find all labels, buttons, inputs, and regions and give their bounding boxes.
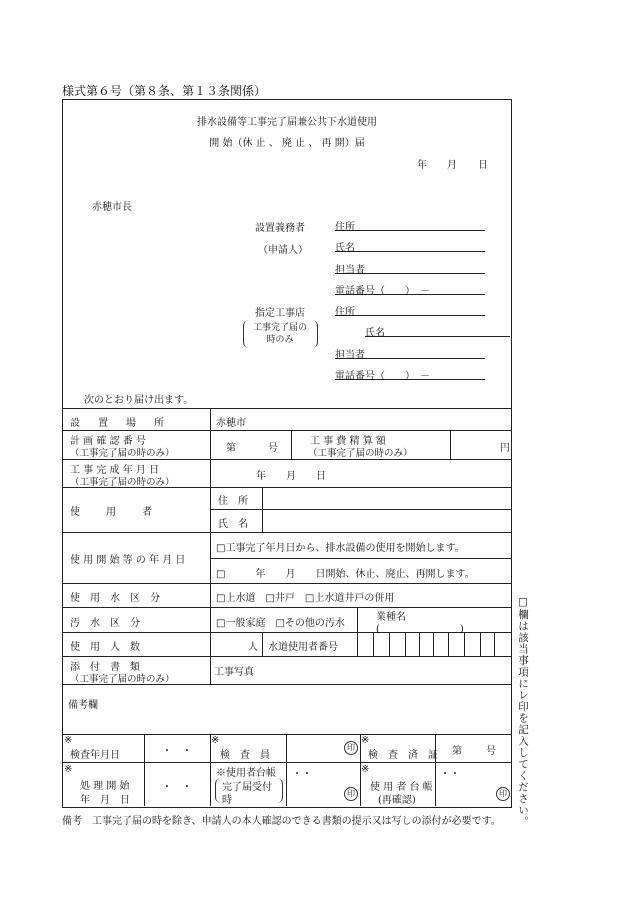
water-user-no-label: 水道使用者番号 (268, 642, 338, 653)
date-month: 月 (447, 160, 457, 171)
ledger-recheck-label: 使 用 者 台 帳 (370, 782, 433, 793)
attach-label: 添 付 書 類 (70, 662, 140, 673)
form-number: 様式第６号（第８条、第１３条関係） (62, 84, 267, 98)
date-day: 日 (478, 160, 488, 171)
applicant-label: 設置義務者 (255, 223, 305, 234)
office-mark: ※ (64, 764, 73, 775)
office-mark: ※ (211, 735, 220, 746)
water-label: 使 用 水 区 分 (70, 593, 160, 604)
seal-inspector: 印 (344, 741, 358, 755)
ledger-label: ※使用者台帳 (216, 768, 276, 779)
cost-sub: （工事完了届の時のみ） (308, 448, 413, 459)
form-title-1: 排水設備等工事完了届兼公共下水道使用 (197, 117, 377, 128)
attach-sub: （工事完了届の時のみ） (70, 674, 175, 685)
inspected-dai: 第 (452, 746, 462, 757)
complete-label: 工 事 完 成 年 月 日 (70, 465, 160, 476)
addressee: 赤穂市長 (92, 202, 132, 213)
people-label: 使 用 人 数 (70, 642, 140, 653)
complete-value: 年 月 日 (256, 471, 326, 482)
sewage-label: 汚 水 区 分 (70, 618, 140, 629)
intro-text: 次のとおり届け出ます。 (84, 395, 194, 406)
location-label: 設 置 場 所 (70, 418, 168, 429)
footer-note: 備考 工事完了届の時を除き、申請人の本人確認のできる書類の提示又は写しの添付が必要です。 (62, 816, 501, 827)
inspected-label: 検 査 済 証 (368, 750, 438, 761)
date-year: 年 (417, 160, 427, 171)
water-options[interactable]: □上水道 □井戸 □上水道井戸の併用 (216, 593, 395, 604)
contractor-note: 工事完了届の時のみ (252, 323, 307, 345)
ledger-recheck-dots: ・・ (440, 769, 460, 780)
inspect-date-dots: ・ ・ (162, 746, 192, 757)
applicant-phone: 電話番号（ ） － (335, 286, 430, 297)
inspected-go: 号 (486, 746, 496, 757)
industry-label: 業種名 (376, 612, 406, 623)
ledger-recheck-sub: (再確認) (378, 795, 416, 806)
plan-no-dai: 第 (226, 443, 236, 454)
applicant-person: 担当者 (335, 265, 365, 276)
start-option-1[interactable]: □工事完了年月日から、排水設備の使用を開始します。 (216, 543, 465, 554)
applicant-sub-label: （申請人） (258, 245, 308, 256)
seal-ledger-recheck: 印 (496, 787, 510, 801)
contractor-label: 指定工事店 (255, 308, 305, 319)
start-option-2[interactable]: □ 年 月 日開始、休止、廃止、再開します。 (216, 569, 475, 580)
process-start-date-label: 年 月 日 (80, 795, 130, 806)
cost-label: 工 事 費 精 算 額 (310, 436, 386, 447)
ledger-dots: ・・ (292, 769, 312, 780)
remarks-label: 備考欄 (68, 700, 98, 711)
user-label: 使 用 者 (70, 507, 154, 518)
user-address-label: 住 所 (218, 496, 248, 507)
inspect-date-label: 検査年月日 (70, 750, 120, 761)
office-mark: ※ (361, 735, 370, 746)
process-start-dots: ・ ・ (162, 782, 192, 793)
plan-no-label: 計 画 確 認 番 号 (70, 436, 146, 447)
complete-sub: （工事完了届の時のみ） (70, 477, 175, 488)
applicant-address: 住所 (335, 222, 355, 233)
sewage-options[interactable]: □一般家庭 □その他の汚水 (216, 618, 345, 629)
attach-value: 工事写真 (214, 667, 254, 678)
contractor-person: 担当者 (335, 350, 365, 361)
start-label: 使 用 開 始 等 の 年 月 日 (70, 555, 186, 566)
form-title-2: 開 始（休 止 、 廃 止 、 再 開）届 (209, 138, 365, 149)
location-value: 赤穂市 (216, 418, 246, 429)
office-mark: ※ (64, 735, 73, 746)
plan-no-sub: （工事完了届の時のみ） (70, 448, 175, 459)
side-note: □欄は該当事項にレ印を記入してください。 (517, 596, 529, 828)
inspector-label: 検 査 員 (220, 750, 270, 761)
process-start-label: 処 理 開 始 (80, 781, 130, 792)
applicant-name: 氏名 (335, 243, 355, 254)
seal-ledger: 印 (344, 787, 358, 801)
industry-paren: ( ) (376, 624, 464, 635)
user-name-label: 氏 名 (218, 519, 248, 530)
contractor-name: 氏名 (365, 328, 385, 339)
office-mark: ※ (361, 764, 370, 775)
contractor-phone: 電話番号（ ） － (335, 371, 430, 382)
cost-unit: 円 (500, 443, 510, 454)
ledger-sub-1: 完了届受付 (222, 782, 272, 793)
contractor-address: 住所 (335, 307, 355, 318)
ledger-sub-2: 時 (222, 795, 232, 806)
people-unit: 人 (248, 642, 258, 653)
plan-no-go: 号 (268, 443, 278, 454)
